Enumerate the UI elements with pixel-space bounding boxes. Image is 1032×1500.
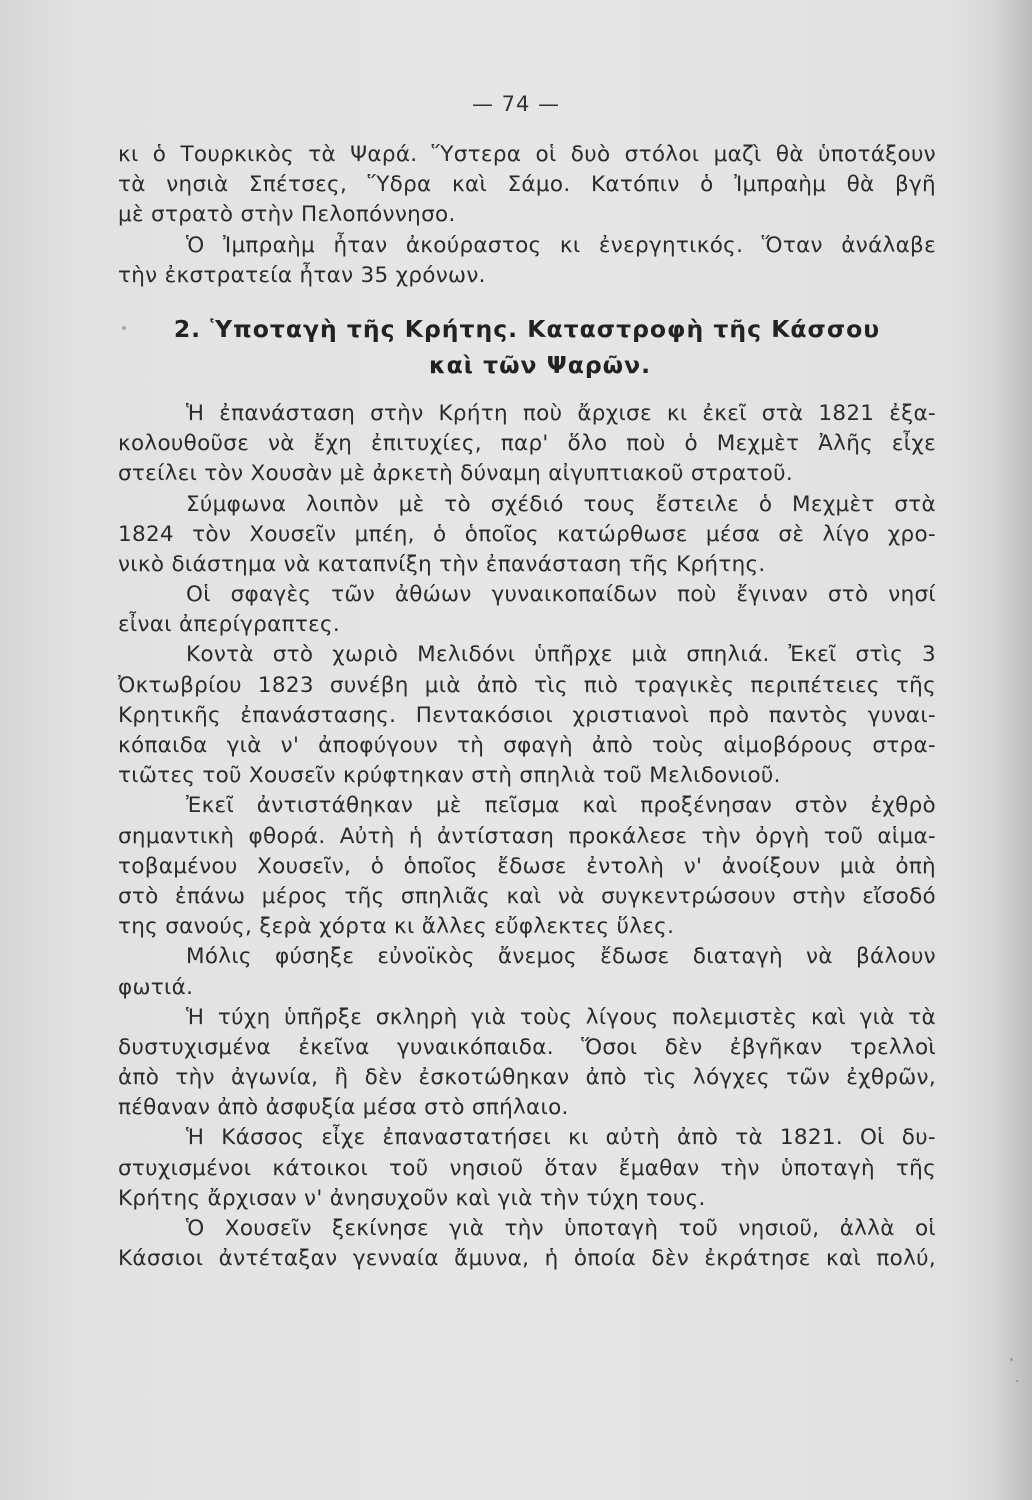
paper-speck <box>1010 1358 1013 1361</box>
text-line: Κάσσιοι ἀντέταξαν γενναία ἄμυνα, ἡ ὁποία δὲν ἐκράτησε καὶ πολύ, <box>118 1246 936 1272</box>
text-line: Σύμφωνα λοιπὸν μὲ τὸ σχέδιό τους ἔστειλε ὁ Μεχμὲτ στὰ <box>186 491 936 517</box>
text-line: κόπαιδα γιὰ ν' ἀποφύγουν τὴ σφαγὴ ἀπὸ τοὺς αἱμοβόρους στρα- <box>118 733 936 758</box>
text-line: Κρητικῆς ἐπανάστασης. Πεντακόσιοι χριστιανοὶ πρὸ παντὸς γυναι- <box>118 702 936 728</box>
text-line: Ἐκεῖ ἀντιστάθηκαν μὲ πεῖσμα καὶ προξένησαν στὸν ἐχθρὸ <box>186 793 936 819</box>
text-line: ἀπὸ τὴν ἀγωνία, ἢ δὲν ἐσκοτώθηκαν ἀπὸ τὶς λόγχες τῶν ἐχθρῶν, <box>118 1065 936 1091</box>
text-line: τὰ νησιὰ Σπέτσες, Ὕδρα καὶ Σάμο. Κατόπιν ὁ Ἰμπραὴμ θὰ βγῆ <box>118 172 936 198</box>
text-line: Ὀκτωβρίου 1823 συνέβη μιὰ ἀπὸ τὶς πιὸ τραγικὲς περιπέτειες τῆς <box>118 672 936 698</box>
text-line: νικὸ διάστημα νὰ καταπνίξη τὴν ἐπανάσταση τῆς Κρήτης. <box>118 551 766 577</box>
text-line: στυχισμένοι κάτοικοι τοῦ νησιοῦ ὅταν ἔμαθαν τὴν ὑποταγὴ τῆς <box>118 1155 936 1181</box>
text-line: 1824 τὸν Χουσεῖν μπέη, ὁ ὁποῖος κατώρθωσε μέσα σὲ λίγο χρο- <box>118 521 936 547</box>
section-heading-continued: καὶ τῶν Ψαρῶν. <box>428 350 652 379</box>
text-line: εἶναι ἀπερίγραπτες. <box>118 612 341 638</box>
text-line: μὲ στρατὸ στὴν Πελοπόννησο. <box>118 202 456 228</box>
text-line: κι ὁ Τουρκικὸς τὰ Ψαρά. Ὕστερα οἱ δυὸ στόλοι μαζὶ θὰ ὑποτάξουν <box>118 142 936 167</box>
text-line: τὴν ἐκστρατεία ἦταν 35 χρόνων. <box>118 262 486 288</box>
text-line: Ἡ Κάσσος εἶχε ἐπαναστατήσει κι αὐτὴ ἀπὸ τὰ 1821. Οἱ δυ- <box>186 1125 936 1151</box>
text-line: Κοντὰ στὸ χωριὸ Μελιδόνι ὑπῆρχε μιὰ σπηλιά. Ἐκεῖ στὶς 3 <box>186 642 936 668</box>
text-line: Μόλις φύσηξε εὐνοϊκὸς ἄνεμος ἔδωσε διαταγὴ νὰ βάλουν <box>186 944 936 970</box>
text-line: της σανούς, ξερὰ χόρτα κι ἄλλες εὔφλεκτες ὕλες. <box>118 914 675 940</box>
page-number: — 74 — <box>471 92 561 116</box>
text-line: Κρήτης ἄρχισαν ν' ἀνησυχοῦν καὶ γιὰ τὴν τύχη τους. <box>118 1185 706 1211</box>
text-line: κολουθοῦσε νὰ ἔχη ἐπιτυχίες, παρ' ὅλο ποὺ ὁ Μεχμὲτ Ἀλῆς εἶχε <box>118 431 936 457</box>
paper-speck <box>1016 1380 1018 1382</box>
text-line: στείλει τὸν Χουσὰν μὲ ἀρκετὴ δύναμη αἰγυπτιακοῦ στρατοῦ. <box>118 461 794 487</box>
text-line: σημαντικὴ φθορά. Αὐτὴ ἡ ἀντίσταση προκάλεσε τὴν ὀργὴ τοῦ αἱμα- <box>118 823 936 849</box>
text-line: δυστυχισμένα ἐκεῖνα γυναικόπαιδα. Ὅσοι δὲν ἐβγῆκαν τρελλοὶ <box>118 1034 936 1060</box>
text-line: Ὁ Χουσεῖν ξεκίνησε γιὰ τὴν ὑποταγὴ τοῦ νησιοῦ, ἀλλὰ οἱ <box>186 1216 936 1241</box>
text-line: Ἡ τύχη ὑπῆρξε σκληρὴ γιὰ τοὺς λίγους πολεμιστὲς καὶ γιὰ τὰ <box>186 1004 936 1030</box>
text-line: Οἱ σφαγὲς τῶν ἀθώων γυναικοπαίδων ποὺ ἔγιναν στὸ νησί <box>186 582 936 608</box>
page-edge-shadow <box>992 0 1032 1500</box>
text-line: τιῶτες τοῦ Χουσεῖν κρύφτηκαν στὴ σπηλιὰ τοῦ Μελιδονιοῦ. <box>118 763 781 789</box>
text-line: Ἡ ἐπανάσταση στὴν Κρήτη ποὺ ἄρχισε κι ἐκεῖ στὰ 1821 ἐξα- <box>186 400 936 426</box>
text-line: στὸ ἐπάνω μέρος τῆς σπηλιᾶς καὶ νὰ συγκεντρώσουν στὴν εἴσοδό <box>118 883 936 909</box>
text-line: πέθαναν ἀπὸ ἀσφυξία μέσα στὸ σπήλαιο. <box>118 1095 569 1121</box>
page-text <box>118 140 936 1274</box>
text-line: φωτιά. <box>118 974 194 1000</box>
text-line: Ὁ Ἰμπραὴμ ἦταν ἀκούραστος κι ἐνεργητικός. Ὅταν ἀνάλαβε <box>186 232 936 258</box>
text-line: τοβαμένου Χουσεῖν, ὁ ὁποῖος ἔδωσε ἐντολὴ ν' ἀνοίξουν μιὰ ὀπὴ <box>118 853 936 879</box>
section-heading: 2. Ὑποταγὴ τῆς Κρήτης. Καταστροφὴ τῆς Κάσσου <box>173 314 881 343</box>
paper-speck <box>122 326 126 330</box>
